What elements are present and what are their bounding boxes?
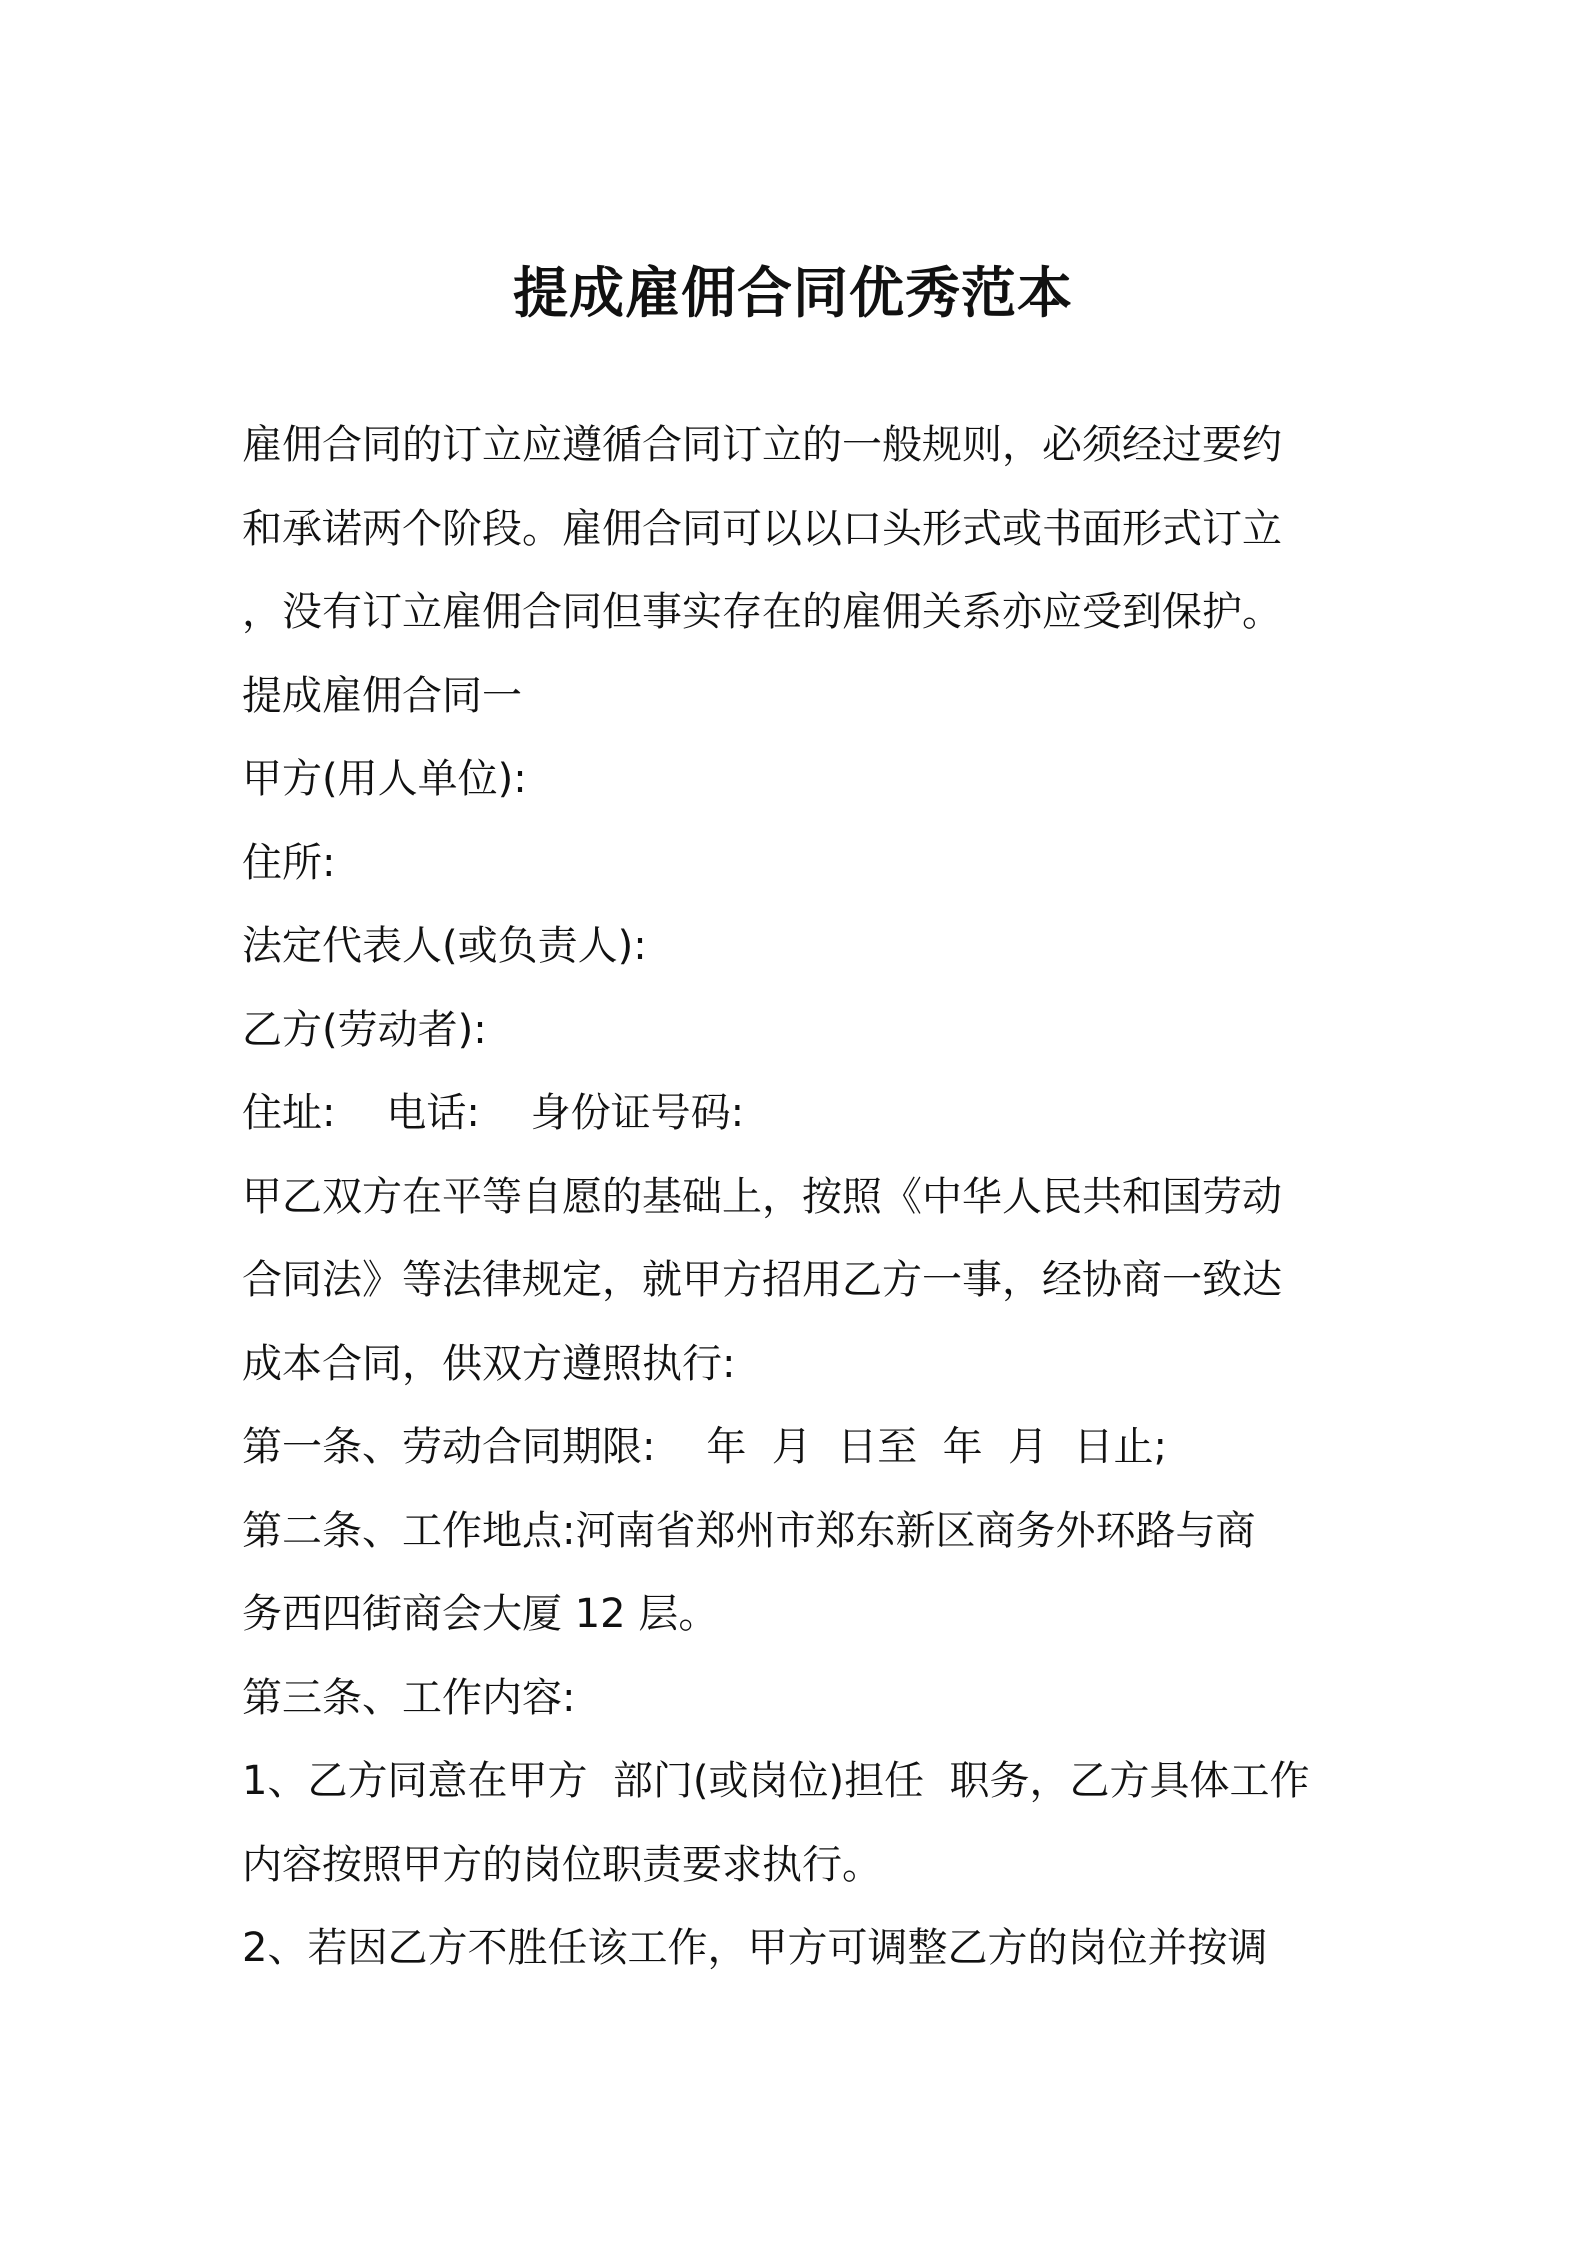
- document-body: [242, 404, 1352, 1991]
- article-2-workplace: 第二条、工作地点:河南省郑州市郑东新区商务外环路与商: [242, 1507, 1256, 1554]
- party-a-label: 甲方(用人单位):: [242, 756, 527, 802]
- article-3-item-1-cont: 内容按照甲方的岗位职责要求执行。: [242, 1841, 882, 1888]
- paragraph-line: 和承诺两个阶段。雇佣合同可以以口头形式或书面形式订立: [242, 505, 1282, 552]
- contact-info-label: 住址: 电话: 身份证号码:: [242, 1090, 745, 1136]
- article-2-workplace-cont: 务西四街商会大厦 12 层。: [242, 1591, 719, 1637]
- paragraph-line: 合同法》等法律规定，就甲方招用乙方一事，经协商一致达: [242, 1257, 1282, 1303]
- document-title: 提成雇佣合同优秀范本: [512, 261, 1073, 325]
- paragraph-line: ，没有订立雇佣合同但事实存在的雇佣关系亦应受到保护。: [242, 589, 1282, 635]
- article-3-item-2: 2、若因乙方不胜任该工作，甲方可调整乙方的岗位并按调: [242, 1925, 1268, 1971]
- paragraph-line: 甲乙双方在平等自愿的基础上，按照《中华人民共和国劳动: [242, 1173, 1282, 1220]
- paragraph-line: 成本合同，供双方遵照执行:: [242, 1340, 736, 1387]
- party-b-label: 乙方(劳动者):: [242, 1006, 487, 1053]
- article-3-item-1: 1、乙方同意在甲方 部门(或岗位)担任 职务，乙方具体工作: [242, 1758, 1310, 1804]
- address-label: 住所:: [242, 839, 336, 886]
- legal-representative-label: 法定代表人(或负责人):: [242, 923, 647, 969]
- contract-heading: 提成雇佣合同一: [242, 672, 522, 719]
- article-1-term: 第一条、劳动合同期限: 年 月 日至 年 月 日止;: [242, 1424, 1167, 1470]
- article-3-heading: 第三条、工作内容:: [242, 1674, 576, 1721]
- paragraph-line: 雇佣合同的订立应遵循合同订立的一般规则，必须经过要约: [242, 422, 1282, 468]
